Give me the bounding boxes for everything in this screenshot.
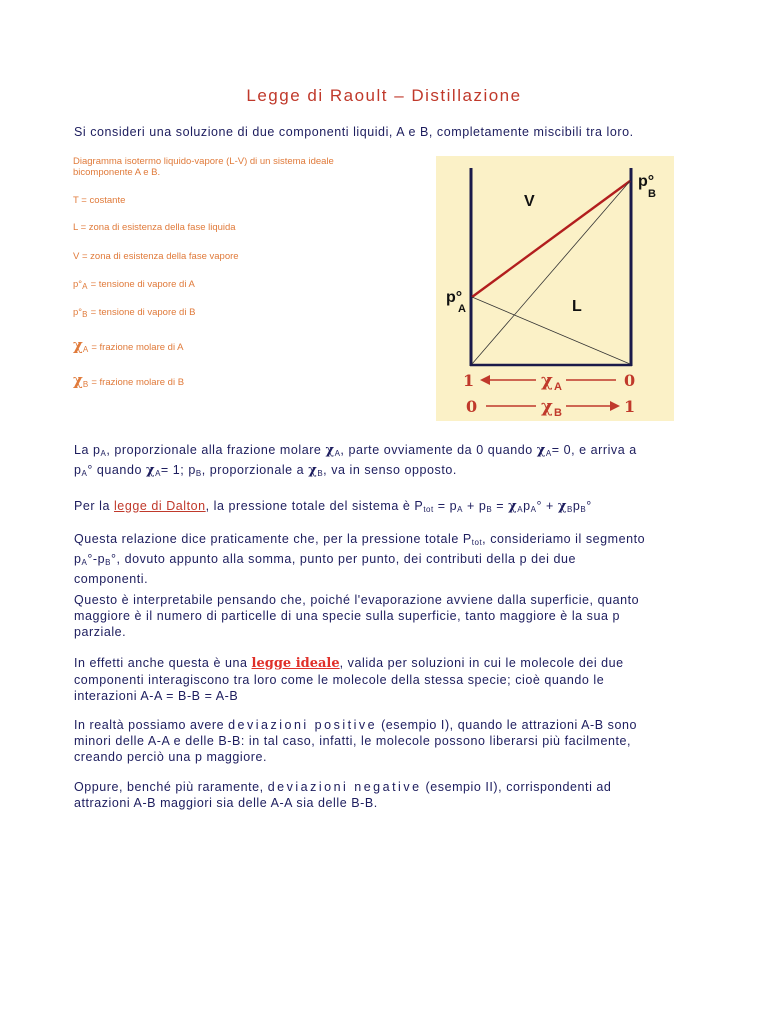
- paragraph-6: In realtà possiamo avere deviazioni positive (esempio I), quando le attrazioni A-B sono minori delle A-A e delle B-B: in tal caso, infatti, le molecole possono liberarsi più facilmente, creando perciò una p maggiore.: [74, 718, 637, 764]
- legend-l: L = zona di esistenza della fase liquida: [73, 222, 236, 233]
- label-l: L: [572, 298, 582, 315]
- label-v: V: [524, 193, 535, 210]
- chi-symbol: χ: [73, 336, 83, 354]
- legend-t: T = costante: [73, 195, 126, 206]
- ideal-law-link[interactable]: legge ideale: [251, 656, 340, 671]
- axis-b-left: 0: [466, 397, 478, 416]
- label-pa-sub: A: [458, 303, 466, 315]
- paragraph-7: Oppure, benché più raramente, deviazioni negative (esempio II), corrispondenti ad attrazioni A-B maggiori sia delle A-A sia delle B-B.: [74, 780, 612, 810]
- paragraph-3: Questa relazione dice praticamente che, per la pressione totale $P_{tot}$, consideriamo il segmento $p_A^\circ-p_B^\circ$, dovuto appunto alla somma, punto per punto, dei contributi della p dei due componenti.: [74, 532, 646, 586]
- liquid-vapor-diagram: [436, 156, 674, 421]
- axis-a-right: 0: [624, 371, 636, 390]
- axis-b-chi: χ: [541, 396, 553, 417]
- paragraph-4: Questo è interpretabile pensando che, poiché l'evaporazione avviene dalla superficie, quanto maggiore è il numero di particelle di una specie sulla superficie, tanto maggiore è la sua p parziale.: [74, 593, 640, 639]
- legend-pa: $p^\circ_A$ = tensione di vapore di A: [73, 279, 195, 291]
- legend-v: V = zona di esistenza della fase vapore: [73, 251, 239, 262]
- intro-text: Si consideri una soluzione di due componenti liquidi, A e B, completamente miscibili tra loro.: [74, 125, 634, 139]
- label-pb-sub: B: [648, 188, 656, 200]
- paragraph-1: La $p_A$, proporzionale alla frazione molare $\chi_A$, parte ovviamente da 0 quando $\chi_A= 0$, e arriva a $p_A^\circ$ quando $\chi_A= 1$; $p_B$, proporzionale a $\chi_B$, va in senso opposto.: [74, 443, 637, 478]
- axis-a-chi: χ: [541, 370, 553, 391]
- chi-symbol: χ: [73, 371, 83, 389]
- legend-xb: $\chi_B$ = frazione molare di B: [73, 371, 185, 389]
- label-pb: p°: [638, 173, 655, 190]
- diagram-caption: Diagramma isotermo liquido-vapore (L-V) di un sistema ideale bicomponente A e B.: [73, 156, 334, 178]
- axis-a-left: 1: [463, 371, 475, 390]
- paragraph-2: Per la legge di Dalton, la pressione totale del sistema è $P_{tot} = p_A + p_B = \chi_Ap_A^\circ + \chi_Bp_B^\circ$: [74, 499, 592, 514]
- axis-b-right: 1: [624, 397, 636, 416]
- page-title: Legge di Raoult – Distillazione: [246, 86, 522, 105]
- legend-pb: $p^\circ_B$ = tensione di vapore di B: [73, 307, 196, 319]
- paragraph-5: In effetti anche questa è una legge ideale, valida per soluzioni in cui le molecole dei due componenti interagiscono tra loro come le molecole della stessa specie; cioè quando le interazioni A-A = B-B = A-B: [74, 656, 624, 703]
- legend-xa: $\chi_A$ = frazione molare di A: [73, 336, 184, 354]
- dalton-law-link[interactable]: legge di Dalton: [113, 499, 206, 513]
- axis-a-sub: A: [554, 381, 562, 393]
- label-pa: p°: [446, 289, 463, 306]
- axis-b-sub: B: [554, 407, 562, 419]
